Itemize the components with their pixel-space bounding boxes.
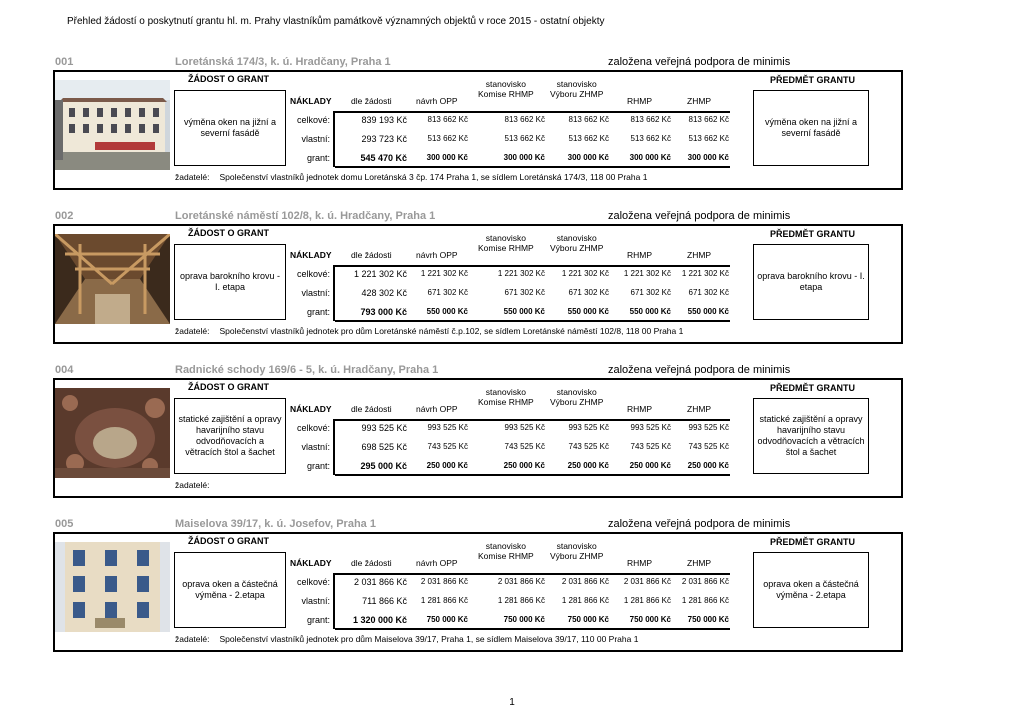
record-number: 001 xyxy=(55,56,74,68)
cost-cell: 671 302 Kč xyxy=(568,288,609,297)
grant-cell: 300 000 Kč xyxy=(687,153,729,162)
cost-cell: 513 662 Kč xyxy=(688,134,729,143)
record-note: založena veřejná podpora de minimis xyxy=(608,56,791,68)
request-header: ŽÁDOST O GRANT xyxy=(188,382,269,392)
grant-cell: 300 000 Kč xyxy=(629,153,671,162)
cost-cell: 513 662 Kč xyxy=(427,134,468,143)
cost-cell: 743 525 Kč xyxy=(688,442,729,451)
applicant-line xyxy=(175,172,647,182)
cost-cell: 839 193 Kč xyxy=(361,115,407,125)
cost-cell: 813 662 Kč xyxy=(568,115,609,124)
divider xyxy=(335,628,730,630)
costs-header: NÁKLADY xyxy=(290,96,332,106)
grant-cell: 250 000 Kč xyxy=(567,461,609,470)
opp-header: návrh OPP xyxy=(416,558,458,568)
applicant-line xyxy=(175,326,683,336)
document-title: Přehled žádostí o poskytnutí grantu hl. m. Prahy vlastníkům památkově významných objektů v roce 2015 - ostatní objekty xyxy=(67,16,605,27)
cost-cell: 1 221 302 Kč xyxy=(561,269,609,278)
row-label-grant: grant: xyxy=(306,153,330,163)
divider xyxy=(335,573,730,575)
record-box xyxy=(53,378,903,498)
cost-cell: 813 662 Kč xyxy=(427,115,468,124)
cost-cell: 1 281 866 Kč xyxy=(681,596,729,605)
grant-cell: 250 000 Kč xyxy=(687,461,729,470)
record-address: Loretánské náměstí 102/8, k. ú. Hradčany, Praha 1 xyxy=(175,210,436,222)
grant-cell: 1 320 000 Kč xyxy=(352,615,407,625)
cost-cell: 2 031 866 Kč xyxy=(497,577,545,586)
divider xyxy=(335,166,730,168)
request-header: ŽÁDOST O GRANT xyxy=(188,74,269,84)
facade-photo xyxy=(55,542,170,632)
cost-cell: 513 662 Kč xyxy=(630,134,671,143)
grant-cell: 750 000 Kč xyxy=(567,615,609,624)
grant-record xyxy=(53,56,901,226)
divider xyxy=(333,111,335,167)
cost-cell: 428 302 Kč xyxy=(361,288,407,298)
cost-cell: 698 525 Kč xyxy=(361,442,407,452)
cost-cell: 513 662 Kč xyxy=(568,134,609,143)
grant-cell: 300 000 Kč xyxy=(567,153,609,162)
grant-record xyxy=(53,518,901,688)
cost-cell: 1 281 866 Kč xyxy=(420,596,468,605)
rhmp-header: RHMP xyxy=(627,404,653,414)
vyboru-header: stanovisko Výboru ZHMP xyxy=(550,79,604,99)
cost-cell: 993 525 Kč xyxy=(630,423,671,432)
applicant-label: žadatelé: xyxy=(175,634,210,644)
cost-cell: 1 281 866 Kč xyxy=(561,596,609,605)
cost-cell: 2 031 866 Kč xyxy=(353,577,407,587)
cost-cell: 293 723 Kč xyxy=(361,134,407,144)
costs-header: NÁKLADY xyxy=(290,558,332,568)
record-note: založena veřejná podpora de minimis xyxy=(608,210,791,222)
grant-cell: 545 470 Kč xyxy=(360,153,407,163)
rhmp-header: RHMP xyxy=(627,96,653,106)
cost-cell: 671 302 Kč xyxy=(504,288,545,297)
grant-cell: 550 000 Kč xyxy=(426,307,468,316)
row-label-own: vlastní: xyxy=(301,442,330,452)
vyboru-header: stanovisko Výboru ZHMP xyxy=(550,233,604,253)
row-label-total: celkové: xyxy=(296,577,330,587)
subject-header: PŘEDMĚT GRANTU xyxy=(770,229,855,239)
row-label-total: celkové: xyxy=(296,423,330,433)
record-address: Loretánská 174/3, k. ú. Hradčany, Praha 1 xyxy=(175,56,391,68)
subject-description: oprava oken a částečná výměna - 2.etapa xyxy=(753,552,869,628)
applicant-label: žadatelé: xyxy=(175,172,210,182)
zhmp-header: ZHMP xyxy=(687,96,712,106)
subject-header: PŘEDMĚT GRANTU xyxy=(770,383,855,393)
record-address: Maiselova 39/17, k. ú. Josefov, Praha 1 xyxy=(175,518,376,530)
divider xyxy=(335,474,730,476)
grant-cell: 793 000 Kč xyxy=(360,307,407,317)
cost-cell: 1 221 302 Kč xyxy=(497,269,545,278)
row-label-grant: grant: xyxy=(306,307,330,317)
rhmp-header: RHMP xyxy=(627,250,653,260)
row-label-total: celkové: xyxy=(296,269,330,279)
zhmp-header: ZHMP xyxy=(687,404,712,414)
record-number: 005 xyxy=(55,518,74,530)
cost-cell: 671 302 Kč xyxy=(427,288,468,297)
cost-cell: 813 662 Kč xyxy=(688,115,729,124)
subject-description: statické zajištění a opravy havarijního stavu odvodňovacích a větracích štol a šachet xyxy=(753,398,869,474)
costs-header: NÁKLADY xyxy=(290,250,332,260)
cost-cell: 993 525 Kč xyxy=(361,423,407,433)
grant-cell: 550 000 Kč xyxy=(629,307,671,316)
record-note: založena veřejná podpora de minimis xyxy=(608,518,791,530)
request-description: výměna oken na jižní a severní fasádě xyxy=(174,90,286,166)
grant-record xyxy=(53,210,901,380)
applicant-label: žadatelé: xyxy=(175,326,210,336)
divider xyxy=(333,573,335,629)
subject-header: PŘEDMĚT GRANTU xyxy=(770,537,855,547)
grant-cell: 295 000 Kč xyxy=(360,461,407,471)
request-header: ŽÁDOST O GRANT xyxy=(188,228,269,238)
row-label-grant: grant: xyxy=(306,461,330,471)
divider xyxy=(333,265,335,321)
applicant-text: Společenství vlastníků jednotek pro dům Loretánské náměstí č.p.102, se sídlem Loretánské náměstí 102/8, 118 00 Praha 1 xyxy=(219,326,684,336)
grant-cell: 550 000 Kč xyxy=(567,307,609,316)
record-box xyxy=(53,224,903,344)
cost-cell: 813 662 Kč xyxy=(504,115,545,124)
rhmp-header: RHMP xyxy=(627,558,653,568)
vyboru-header: stanovisko Výboru ZHMP xyxy=(550,387,604,407)
grant-cell: 300 000 Kč xyxy=(426,153,468,162)
request-header: ŽÁDOST O GRANT xyxy=(188,536,269,546)
grant-cell: 550 000 Kč xyxy=(503,307,545,316)
grant-cell: 750 000 Kč xyxy=(503,615,545,624)
by-request-header: dle žádosti xyxy=(351,558,392,568)
cost-cell: 2 031 866 Kč xyxy=(681,577,729,586)
cost-cell: 743 525 Kč xyxy=(630,442,671,451)
komise-header: stanovisko Komise RHMP xyxy=(478,387,534,407)
record-box xyxy=(53,70,903,190)
row-label-own: vlastní: xyxy=(301,134,330,144)
applicant-label: žadatelé: xyxy=(175,480,210,490)
grant-cell: 750 000 Kč xyxy=(687,615,729,624)
divider xyxy=(335,111,730,113)
cost-cell: 1 221 302 Kč xyxy=(623,269,671,278)
by-request-header: dle žádosti xyxy=(351,404,392,414)
request-description: oprava barokního krovu - I. etapa xyxy=(174,244,286,320)
cost-cell: 2 031 866 Kč xyxy=(420,577,468,586)
cost-cell: 513 662 Kč xyxy=(504,134,545,143)
record-note: založena veřejná podpora de minimis xyxy=(608,364,791,376)
vyboru-header: stanovisko Výboru ZHMP xyxy=(550,541,604,561)
cost-cell: 1 221 302 Kč xyxy=(681,269,729,278)
cost-cell: 743 525 Kč xyxy=(504,442,545,451)
cost-cell: 993 525 Kč xyxy=(568,423,609,432)
opp-header: návrh OPP xyxy=(416,404,458,414)
cost-cell: 743 525 Kč xyxy=(568,442,609,451)
applicant-text: Společenství vlastníků jednotek domu Loretánská 3 čp. 174 Praha 1, se sídlem Loretánská 174/3, 118 00 Praha 1 xyxy=(219,172,648,182)
zhmp-header: ZHMP xyxy=(687,558,712,568)
building-photo xyxy=(55,80,170,170)
cost-cell: 993 525 Kč xyxy=(688,423,729,432)
cost-cell: 1 281 866 Kč xyxy=(497,596,545,605)
opp-header: návrh OPP xyxy=(416,96,458,106)
cost-cell: 1 221 302 Kč xyxy=(420,269,468,278)
row-label-total: celkové: xyxy=(296,115,330,125)
subject-description: oprava barokního krovu - I. etapa xyxy=(753,244,869,320)
row-label-own: vlastní: xyxy=(301,596,330,606)
applicant-text: Společenství vlastníků jednotek pro dům Maiselova 39/17, Praha 1, se sídlem Maiselova 39/17, 110 00 Praha 1 xyxy=(219,634,639,644)
row-label-own: vlastní: xyxy=(301,288,330,298)
cost-cell: 993 525 Kč xyxy=(504,423,545,432)
grant-cell: 250 000 Kč xyxy=(503,461,545,470)
record-number: 002 xyxy=(55,210,74,222)
grant-cell: 300 000 Kč xyxy=(503,153,545,162)
row-label-grant: grant: xyxy=(306,615,330,625)
komise-header: stanovisko Komise RHMP xyxy=(478,79,534,99)
grant-cell: 250 000 Kč xyxy=(629,461,671,470)
record-address: Radnické schody 169/6 - 5, k. ú. Hradčany, Praha 1 xyxy=(175,364,439,376)
cost-cell: 671 302 Kč xyxy=(630,288,671,297)
tunnel-photo xyxy=(55,388,170,478)
cost-cell: 813 662 Kč xyxy=(630,115,671,124)
cost-cell: 2 031 866 Kč xyxy=(623,577,671,586)
cost-cell: 671 302 Kč xyxy=(688,288,729,297)
cost-cell: 993 525 Kč xyxy=(427,423,468,432)
attic-truss-photo xyxy=(55,234,170,324)
grant-cell: 750 000 Kč xyxy=(629,615,671,624)
zhmp-header: ZHMP xyxy=(687,250,712,260)
by-request-header: dle žádosti xyxy=(351,96,392,106)
applicant-line xyxy=(175,634,638,644)
applicant-line xyxy=(175,480,220,490)
subject-description: výměna oken na jižní a severní fasádě xyxy=(753,90,869,166)
divider xyxy=(333,419,335,475)
cost-cell: 2 031 866 Kč xyxy=(561,577,609,586)
opp-header: návrh OPP xyxy=(416,250,458,260)
cost-cell: 711 866 Kč xyxy=(362,596,407,606)
divider xyxy=(335,419,730,421)
record-box xyxy=(53,532,903,652)
komise-header: stanovisko Komise RHMP xyxy=(478,541,534,561)
divider xyxy=(335,320,730,322)
grant-cell: 550 000 Kč xyxy=(687,307,729,316)
komise-header: stanovisko Komise RHMP xyxy=(478,233,534,253)
divider xyxy=(335,265,730,267)
request-description: oprava oken a částečná výměna - 2.etapa xyxy=(174,552,286,628)
cost-cell: 743 525 Kč xyxy=(427,442,468,451)
cost-cell: 1 221 302 Kč xyxy=(353,269,407,279)
costs-header: NÁKLADY xyxy=(290,404,332,414)
by-request-header: dle žádosti xyxy=(351,250,392,260)
page-number: 1 xyxy=(509,697,515,708)
subject-header: PŘEDMĚT GRANTU xyxy=(770,75,855,85)
grant-record xyxy=(53,364,901,534)
grant-cell: 750 000 Kč xyxy=(426,615,468,624)
grant-cell: 250 000 Kč xyxy=(426,461,468,470)
request-description: statické zajištění a opravy havarijního stavu odvodňovacích a větracích štol a šachet xyxy=(174,398,286,474)
cost-cell: 1 281 866 Kč xyxy=(623,596,671,605)
record-number: 004 xyxy=(55,364,74,376)
